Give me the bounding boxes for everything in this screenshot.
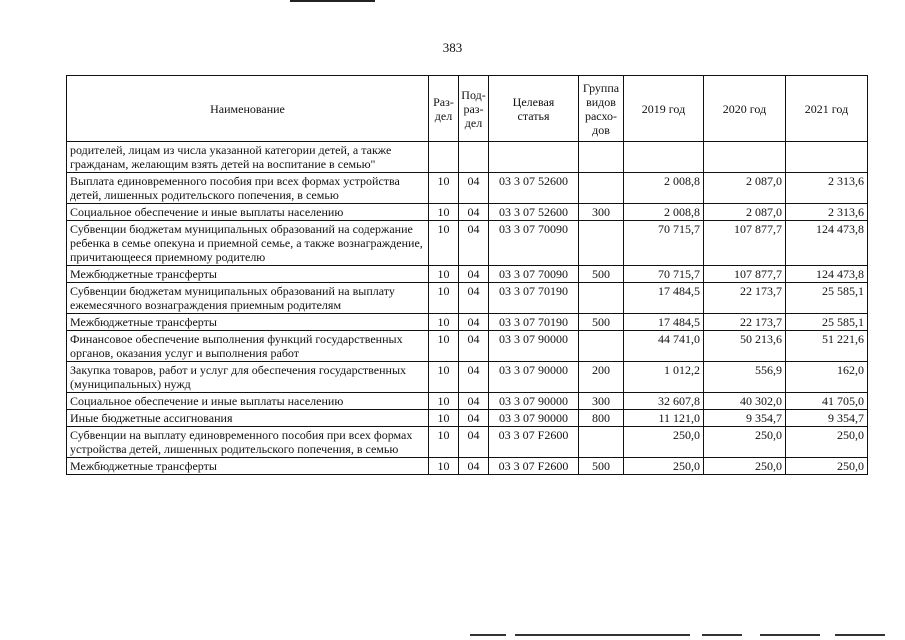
table-row (67, 393, 868, 410)
row-podrazdel: 04 (459, 410, 489, 427)
row-group (579, 331, 624, 362)
row-target: 03 3 07 90000 (489, 393, 579, 410)
bottom-rule (835, 634, 885, 636)
row-podrazdel (459, 142, 489, 173)
row-razdel: 10 (429, 283, 459, 314)
table-row (67, 283, 868, 314)
table-row (67, 142, 868, 173)
header-2019: 2019 год (624, 76, 704, 142)
row-target: 03 3 07 70190 (489, 314, 579, 331)
row-2020: 107 877,7 (704, 266, 786, 283)
top-rule (290, 0, 375, 2)
row-target: 03 3 07 90000 (489, 410, 579, 427)
row-name: Финансовое обеспечение выполнения функций государственных органов, оказания услуг и выполнения работ (67, 331, 429, 362)
row-target (489, 142, 579, 173)
table-row (67, 458, 868, 475)
row-target: 03 3 07 90000 (489, 362, 579, 393)
row-2019: 250,0 (624, 427, 704, 458)
row-2020: 2 087,0 (704, 204, 786, 221)
row-podrazdel: 04 (459, 266, 489, 283)
row-2020: 2 087,0 (704, 173, 786, 204)
row-2021: 25 585,1 (786, 283, 868, 314)
header-razdel: Раз- дел (429, 76, 459, 142)
row-podrazdel: 04 (459, 393, 489, 410)
row-target: 03 3 07 F2600 (489, 427, 579, 458)
row-2019 (624, 142, 704, 173)
row-target: 03 3 07 70090 (489, 221, 579, 266)
row-podrazdel: 04 (459, 283, 489, 314)
table-row (67, 221, 868, 266)
row-podrazdel: 04 (459, 314, 489, 331)
table-row (67, 427, 868, 458)
row-2019: 250,0 (624, 458, 704, 475)
bottom-rule (515, 634, 690, 636)
row-razdel: 10 (429, 427, 459, 458)
row-name: Субвенции бюджетам муниципальных образований на содержание ребенка в семье опекуна и приемной семье, а также вознаграждение, причитающееся приемному родителю (67, 221, 429, 266)
row-name: Субвенции на выплату единовременного пособия при всех формах устройства детей, лишенных родительского попечения, в семью (67, 427, 429, 458)
row-2019: 17 484,5 (624, 283, 704, 314)
row-razdel: 10 (429, 266, 459, 283)
row-podrazdel: 04 (459, 204, 489, 221)
row-2020: 250,0 (704, 458, 786, 475)
row-2019: 2 008,8 (624, 204, 704, 221)
row-2019: 17 484,5 (624, 314, 704, 331)
row-target: 03 3 07 70090 (489, 266, 579, 283)
row-group: 500 (579, 266, 624, 283)
row-2020: 50 213,6 (704, 331, 786, 362)
row-2019: 32 607,8 (624, 393, 704, 410)
page-number: 383 (442, 40, 463, 55)
row-name: Закупка товаров, работ и услуг для обеспечения государственных (муниципальных) нужд (67, 362, 429, 393)
row-name: Межбюджетные трансферты (67, 458, 429, 475)
row-razdel: 10 (429, 362, 459, 393)
table-row (67, 314, 868, 331)
row-2021: 2 313,6 (786, 204, 868, 221)
row-name: Субвенции бюджетам муниципальных образований на выплату ежемесячного вознаграждения приемным родителям (67, 283, 429, 314)
bottom-rule (702, 634, 742, 636)
row-group (579, 221, 624, 266)
row-razdel (429, 142, 459, 173)
row-target: 03 3 07 52600 (489, 173, 579, 204)
header-2020: 2020 год (704, 76, 786, 142)
header-podrazdel: Под- раз- дел (459, 76, 489, 142)
row-name: Иные бюджетные ассигнования (67, 410, 429, 427)
row-2020: 9 354,7 (704, 410, 786, 427)
row-razdel: 10 (429, 331, 459, 362)
row-target: 03 3 07 F2600 (489, 458, 579, 475)
table-row (67, 204, 868, 221)
row-2020: 250,0 (704, 427, 786, 458)
table-row (67, 362, 868, 393)
row-target: 03 3 07 52600 (489, 204, 579, 221)
row-2021: 51 221,6 (786, 331, 868, 362)
row-name: Социальное обеспечение и иные выплаты населению (67, 204, 429, 221)
row-target: 03 3 07 70190 (489, 283, 579, 314)
row-group: 300 (579, 393, 624, 410)
row-name: Межбюджетные трансферты (67, 314, 429, 331)
row-razdel: 10 (429, 173, 459, 204)
row-2021: 124 473,8 (786, 221, 868, 266)
row-group: 500 (579, 314, 624, 331)
row-razdel: 10 (429, 204, 459, 221)
row-razdel: 10 (429, 393, 459, 410)
row-podrazdel: 04 (459, 362, 489, 393)
row-2021: 41 705,0 (786, 393, 868, 410)
row-2021: 250,0 (786, 458, 868, 475)
row-razdel: 10 (429, 410, 459, 427)
row-group: 800 (579, 410, 624, 427)
row-2019: 11 121,0 (624, 410, 704, 427)
row-razdel: 10 (429, 221, 459, 266)
row-razdel: 10 (429, 458, 459, 475)
row-2019: 2 008,8 (624, 173, 704, 204)
row-group (579, 427, 624, 458)
row-2021: 2 313,6 (786, 173, 868, 204)
bottom-rule (470, 634, 506, 636)
row-podrazdel: 04 (459, 427, 489, 458)
row-name: Межбюджетные трансферты (67, 266, 429, 283)
table-row (67, 410, 868, 427)
row-name: Социальное обеспечение и иные выплаты населению (67, 393, 429, 410)
row-group: 500 (579, 458, 624, 475)
table-row (67, 331, 868, 362)
table-body (67, 142, 868, 475)
row-2020: 22 173,7 (704, 283, 786, 314)
row-2021 (786, 142, 868, 173)
row-2020: 40 302,0 (704, 393, 786, 410)
header-name: Наименование (67, 76, 429, 142)
row-group: 200 (579, 362, 624, 393)
table-row (67, 266, 868, 283)
row-target: 03 3 07 90000 (489, 331, 579, 362)
bottom-rule (760, 634, 820, 636)
row-razdel: 10 (429, 314, 459, 331)
row-podrazdel: 04 (459, 173, 489, 204)
header-row (67, 76, 868, 142)
row-group (579, 283, 624, 314)
row-group (579, 173, 624, 204)
row-2019: 70 715,7 (624, 266, 704, 283)
header-target: Целевая статья (489, 76, 579, 142)
row-2020: 22 173,7 (704, 314, 786, 331)
row-2020 (704, 142, 786, 173)
row-name: Выплата единовременного пособия при всех формах устройства детей, лишенных родительского попечения, в семью (67, 173, 429, 204)
header-group: Группа видов расхо- дов (579, 76, 624, 142)
row-name: родителей, лицам из числа указанной категории детей, а также гражданам, желающим взять детей на воспитание в семью" (67, 142, 429, 173)
row-group: 300 (579, 204, 624, 221)
row-2019: 70 715,7 (624, 221, 704, 266)
row-2020: 107 877,7 (704, 221, 786, 266)
budget-table (66, 75, 868, 475)
row-2021: 250,0 (786, 427, 868, 458)
row-podrazdel: 04 (459, 458, 489, 475)
table-row (67, 173, 868, 204)
row-2019: 44 741,0 (624, 331, 704, 362)
row-2021: 25 585,1 (786, 314, 868, 331)
row-podrazdel: 04 (459, 331, 489, 362)
row-2019: 1 012,2 (624, 362, 704, 393)
row-2021: 162,0 (786, 362, 868, 393)
row-podrazdel: 04 (459, 221, 489, 266)
row-group (579, 142, 624, 173)
row-2021: 124 473,8 (786, 266, 868, 283)
header-2021: 2021 год (786, 76, 868, 142)
row-2021: 9 354,7 (786, 410, 868, 427)
row-2020: 556,9 (704, 362, 786, 393)
